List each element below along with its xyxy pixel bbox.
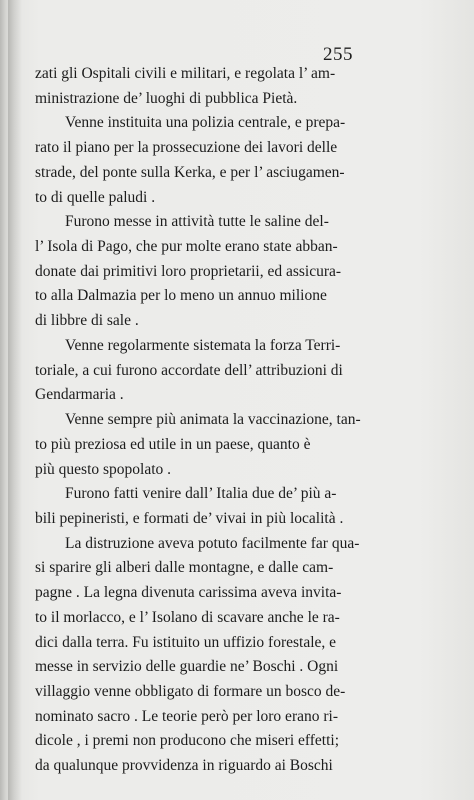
text-line: pagne . La legna divenuta carissima aveva invita-: [35, 584, 342, 602]
text-line: La distruzione aveva potuto facilmente far qua-: [65, 534, 360, 552]
text-line: to il morlacco, e l’ Isolano di scavare anche le ra-: [35, 608, 340, 626]
text-line: Venne sempre più animata la vaccinazione, tan-: [65, 411, 361, 429]
text-line: toriale, a cui furono accordate dell’ attribuzioni di: [35, 361, 343, 379]
text-line: messe in servizio delle guardie ne’ Boschi . Ogni: [35, 658, 339, 676]
text-line: dicole , i premi non producono che miseri effetti;: [35, 732, 340, 750]
text-line: si sparire gli alberi dalle montagne, e dalle cam-: [35, 559, 334, 577]
text-line: zati gli Ospitali civili e militari, e regolata l’ am-: [35, 65, 336, 82]
text-line: to più preziosa ed utile in un paese, quanto è: [35, 435, 311, 453]
text-line: da qualunque provvidenza in riguardo ai Boschi: [35, 757, 333, 775]
text-line: l’ Isola di Pago, che pur molte erano state abban-: [35, 238, 338, 256]
text-line: ministrazione de’ luoghi di pubblica Pietà.: [35, 89, 298, 107]
text-line: bili pepineristi, e formati de’ vivai in più località .: [35, 509, 344, 527]
text-line: rato il piano per la prossecuzione dei lavori delle: [35, 139, 338, 157]
text-line: to di quelle paludi .: [35, 188, 156, 206]
text-line: più questo spopolato .: [35, 460, 172, 478]
text-line: Venne instituita una polizia centrale, e prepa-: [65, 114, 346, 132]
text-line: nominato sacro . Le teorie però per loro erano ri-: [35, 707, 338, 725]
text-line: di libbre di sale .: [35, 312, 139, 330]
text-line: donate dai primitivi loro proprietarii, ed assicura-: [35, 262, 342, 280]
body-text: [35, 62, 387, 779]
text-line: dici dalla terra. Fu istituito un uffizio forestale, e: [35, 633, 337, 651]
text-line: villaggio venne obbligato di formare un bosco de-: [35, 682, 346, 700]
page-number: 255: [323, 44, 353, 65]
text-line: Furono messe in attività tutte le saline del-: [65, 213, 329, 231]
text-line: Furono fatti venire dall’ Italia due de’ più a-: [65, 485, 337, 503]
text-line: strade, del ponte sulla Kerka, e per l’ asciugamen-: [35, 163, 345, 181]
page-gutter-shadow: [8, 0, 22, 800]
text-line: to alla Dalmazia per lo meno un annuo milione: [35, 287, 327, 305]
text-line: Gendarmaria .: [35, 386, 124, 404]
text-line: Venne regolarmente sistemata la forza Terri-: [65, 336, 341, 354]
